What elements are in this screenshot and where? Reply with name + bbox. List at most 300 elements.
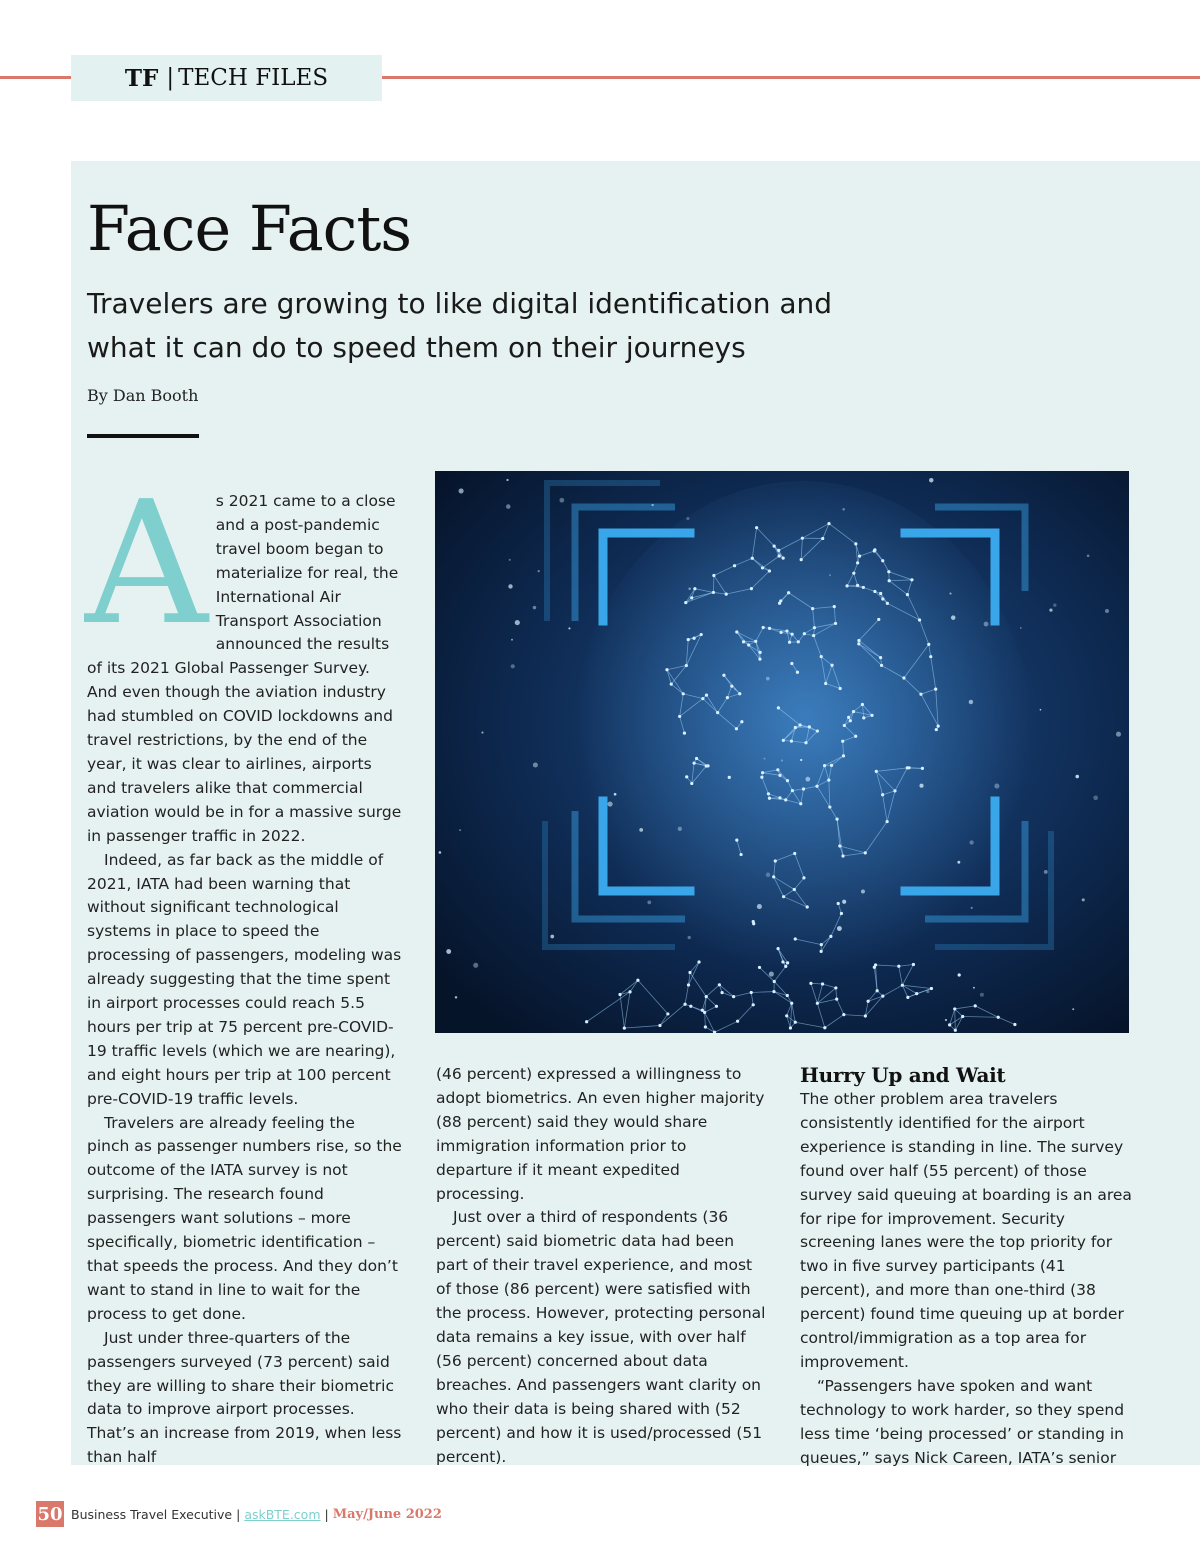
star-dot: [509, 559, 511, 561]
mesh-node: [758, 966, 761, 969]
column-2: [436, 1063, 766, 1469]
mesh-node: [793, 888, 796, 891]
star-dot: [1049, 608, 1052, 611]
mesh-node: [697, 960, 700, 963]
mesh-node: [682, 692, 685, 695]
mesh-node: [803, 632, 806, 635]
mesh-node: [827, 778, 830, 781]
mesh-node: [782, 556, 785, 559]
page-number: 50: [36, 1501, 64, 1527]
mesh-node: [705, 995, 708, 998]
mesh-node: [935, 728, 938, 731]
mesh-node: [881, 995, 884, 998]
mesh-node: [758, 658, 761, 661]
mesh-node: [762, 626, 765, 629]
star-dot: [842, 900, 846, 904]
star-dot: [455, 996, 457, 998]
column-1: [85, 465, 402, 1470]
mesh-node: [927, 643, 930, 646]
star-dot: [568, 627, 570, 629]
star-dot: [842, 508, 845, 511]
mesh-node: [912, 963, 915, 966]
mesh-node: [842, 1013, 845, 1016]
mesh-node: [876, 989, 879, 992]
mesh-node: [823, 1026, 826, 1029]
mesh-node: [861, 703, 864, 706]
mesh-node: [961, 1015, 964, 1018]
mesh-node: [788, 641, 791, 644]
mesh-line: [744, 641, 756, 642]
mesh-node: [823, 764, 826, 767]
byline-rule: [87, 434, 199, 438]
mesh-node: [688, 971, 691, 974]
mesh-line: [955, 1009, 956, 1030]
star-dot: [1053, 603, 1056, 606]
star-dot: [769, 971, 774, 976]
mesh-node: [1013, 1023, 1016, 1026]
mesh-node: [919, 693, 922, 696]
mesh-node: [733, 564, 736, 567]
star-dot: [766, 677, 770, 681]
mesh-node: [816, 1002, 819, 1005]
star-dot: [688, 587, 690, 589]
mesh-node: [796, 671, 799, 674]
mesh-node: [921, 767, 924, 770]
mesh-node: [840, 912, 843, 915]
star-dot: [1105, 609, 1109, 613]
mesh-node: [857, 639, 860, 642]
star-dot: [919, 784, 923, 788]
section-tag: [71, 55, 382, 101]
star-dot: [639, 828, 643, 832]
mesh-node: [867, 1000, 870, 1003]
mesh-node: [716, 711, 719, 714]
star-dot: [459, 829, 461, 831]
mesh-node: [618, 993, 621, 996]
mesh-node: [886, 602, 889, 605]
star-dot: [614, 793, 617, 796]
mesh-node: [820, 655, 823, 658]
mesh-node: [735, 727, 738, 730]
mesh-node: [778, 774, 781, 777]
star-dot: [949, 592, 951, 594]
mesh-node: [808, 725, 811, 728]
mesh-node: [902, 676, 905, 679]
mesh-node: [910, 578, 913, 581]
mesh-node: [809, 982, 812, 985]
mesh-node: [704, 1025, 707, 1028]
mesh-node: [906, 593, 909, 596]
mesh-node: [720, 991, 723, 994]
star-dot: [757, 904, 762, 909]
mesh-node: [693, 587, 696, 590]
section-heading: Hurry Up and Wait: [800, 1063, 1006, 1087]
mesh-node: [740, 720, 743, 723]
star-dot: [929, 478, 933, 482]
mesh-node: [794, 726, 797, 729]
mesh-node: [791, 789, 794, 792]
mesh-node: [837, 902, 840, 905]
mesh-node: [852, 572, 855, 575]
mesh-node: [794, 937, 797, 940]
mesh-node: [755, 526, 758, 529]
website-link[interactable]: askBTE.com: [244, 1506, 321, 1522]
mesh-node: [879, 592, 882, 595]
mesh-node: [735, 838, 738, 841]
star-dot: [994, 784, 999, 789]
mesh-node: [789, 1026, 792, 1029]
mesh-node: [772, 875, 775, 878]
mesh-node: [816, 729, 819, 732]
mesh-node: [887, 570, 890, 573]
mesh-node: [761, 566, 764, 569]
mesh-node: [862, 586, 865, 589]
mesh-node: [841, 854, 844, 857]
mesh-node: [768, 797, 771, 800]
star-dot: [1093, 795, 1098, 800]
mesh-node: [974, 1004, 977, 1007]
mesh-node: [843, 724, 846, 727]
paragraph: Just under three-quarters of the passengers surveyed (73 percent) said they are willing to share their biometric data to improve airport processes. That’s an increase from 2019, when less than half: [87, 1328, 402, 1467]
mesh-node: [953, 1007, 956, 1010]
star-dot: [1087, 554, 1090, 557]
mesh-node: [678, 715, 681, 718]
publication-name: Business Travel Executive: [71, 1506, 233, 1522]
mesh-node: [864, 851, 867, 854]
mesh-node: [880, 664, 883, 667]
mesh-node: [791, 633, 794, 636]
mesh-node: [725, 593, 728, 596]
mesh-node: [794, 1021, 797, 1024]
mesh-node: [728, 776, 731, 779]
mesh-node: [915, 992, 918, 995]
mesh-node: [687, 983, 690, 986]
mesh-node: [782, 739, 785, 742]
star-dot: [473, 963, 478, 968]
mesh-node: [829, 935, 832, 938]
star-dot: [538, 570, 540, 572]
star-dot: [1116, 732, 1121, 737]
section-tag-separator: |: [166, 65, 175, 91]
mesh-node: [862, 716, 865, 719]
header-rule-left: [0, 76, 71, 79]
star-dot: [984, 622, 989, 627]
mesh-node: [835, 818, 838, 821]
mesh-node: [849, 719, 852, 722]
mesh-node: [665, 668, 668, 671]
face-scan-image: [435, 471, 1129, 1033]
mesh-node: [937, 725, 940, 728]
mesh-node: [857, 642, 860, 645]
mesh-node: [806, 905, 809, 908]
star-dot: [687, 936, 690, 939]
mesh-node: [685, 775, 688, 778]
mesh-node: [873, 966, 876, 969]
mesh-node: [739, 853, 742, 856]
star-dot: [1044, 870, 1048, 874]
mesh-node: [735, 630, 738, 633]
mesh-node: [701, 697, 704, 700]
mesh-node: [690, 596, 693, 599]
mesh-node: [856, 561, 859, 564]
mesh-node: [785, 629, 788, 632]
mesh-node: [820, 943, 823, 946]
mesh-node: [754, 640, 757, 643]
star-dot: [550, 935, 554, 939]
mesh-node: [875, 770, 878, 773]
mesh-node: [751, 557, 754, 560]
mesh-node: [827, 522, 830, 525]
mesh-node: [834, 622, 837, 625]
mesh-node: [768, 627, 771, 630]
paragraph: “Passengers have spoken and want technology to work harder, so they spend less time ‘being processed’ or standing in queues,” says Nick Careen, IATA’s senior: [800, 1376, 1125, 1467]
mesh-node: [666, 1012, 669, 1015]
mesh-node: [881, 597, 884, 600]
mesh-node: [834, 986, 837, 989]
mesh-node: [929, 655, 932, 658]
mesh-node: [815, 785, 818, 788]
mesh-node: [768, 569, 771, 572]
mesh-node: [907, 766, 910, 769]
star-dot: [781, 760, 783, 762]
mesh-node: [684, 601, 687, 604]
mesh-node: [722, 674, 725, 677]
mesh-node: [772, 990, 775, 993]
mesh-node: [718, 983, 721, 986]
mesh-node: [790, 740, 793, 743]
mesh-node: [812, 634, 815, 637]
star-dot: [1072, 1008, 1074, 1010]
star-dot: [678, 827, 682, 831]
paragraph: Indeed, as far back as the middle of 2021, IATA had been warning that without significant technological systems in place to speed the processing of passengers, modeling was already suggesting that the time spent in airport processes could reach 5.5 hours per trip at 75 percent pre-COVID-19 traffic levels (which we are nearing), and eight hours per trip at 100 percent pre-COVID-19 traffic levels.: [87, 850, 402, 1108]
mesh-node: [845, 584, 848, 587]
star-dot: [926, 990, 929, 993]
mesh-node: [854, 735, 857, 738]
star-dot: [1075, 775, 1079, 779]
mesh-node: [839, 687, 842, 690]
mesh-node: [873, 548, 876, 551]
mesh-node: [948, 1023, 951, 1026]
mesh-node: [761, 771, 764, 774]
star-dot: [647, 900, 651, 904]
mesh-node: [670, 683, 673, 686]
mesh-node: [802, 787, 805, 790]
mesh-node: [813, 626, 816, 629]
face-scan-illustration: [435, 471, 1129, 1033]
mesh-node: [726, 696, 729, 699]
star-dot: [459, 488, 464, 493]
paragraph: Just over a third of respondents (36 percent) said biometric data had been part of their travel experience, and most of those (86 percent) were satisfied with the process. However, protecting personal data remains a key issue, with over half (56 percent) concerned about data breaches. And passengers want clarity on who their data is being shared with (52 percent) and how it is used/processed (51 percent).: [436, 1208, 766, 1466]
article-title: Face Facts: [87, 192, 412, 265]
mesh-node: [830, 664, 833, 667]
mesh-node: [752, 1003, 755, 1006]
mesh-node: [802, 876, 805, 879]
mesh-node: [776, 768, 779, 771]
mesh-node: [732, 995, 735, 998]
mesh-node: [738, 692, 741, 695]
mesh-node: [798, 723, 801, 726]
mesh-node: [689, 1005, 692, 1008]
mesh-node: [897, 965, 900, 968]
mesh-node: [879, 656, 882, 659]
star-dot: [533, 762, 538, 767]
mesh-node: [784, 798, 787, 801]
article-subtitle: Travelers are growing to like digital identification and what it can do to speed them on their journeys: [87, 287, 833, 364]
star-dot: [971, 907, 973, 909]
star-dot: [508, 584, 512, 588]
mesh-node: [774, 859, 777, 862]
mesh-node: [750, 587, 753, 590]
mesh-node: [585, 1020, 588, 1023]
mesh-node: [838, 844, 841, 847]
mesh-node: [693, 761, 696, 764]
mesh-node: [841, 740, 844, 743]
mesh-node: [888, 579, 891, 582]
page-footer: [36, 1500, 442, 1528]
paragraph: Travelers are already feeling the pinch as passenger numbers rise, so the outcome of the IATA survey is not surprising. The research found passengers want solutions – more specifically, biometric identification – that speeds the process. And they don’t want to stand in line to wait for the process to get done.: [87, 1113, 402, 1323]
mesh-node: [683, 1003, 686, 1006]
mesh-node: [954, 1029, 957, 1032]
mesh-node: [628, 990, 631, 993]
mesh-node: [804, 741, 807, 744]
star-dot: [945, 1019, 947, 1021]
mesh-node: [786, 961, 789, 964]
mesh-node: [683, 732, 686, 735]
mesh-node: [830, 764, 833, 767]
mesh-node: [786, 994, 789, 997]
mesh-node: [736, 1020, 739, 1023]
star-dot: [446, 949, 451, 954]
mesh-node: [712, 591, 715, 594]
mesh-node: [821, 982, 824, 985]
mesh-node: [773, 980, 776, 983]
mesh-node: [700, 633, 703, 636]
star-dot: [1082, 898, 1085, 901]
star-dot: [861, 890, 865, 894]
column-3: [800, 1063, 1132, 1471]
mesh-node: [712, 574, 715, 577]
mesh-node: [781, 960, 784, 963]
mesh-node: [777, 706, 780, 709]
mesh-node: [828, 805, 831, 808]
star-dot: [800, 759, 802, 761]
mesh-node: [934, 687, 937, 690]
paragraph: s 2021 came to a close and a post-pandemic travel boom began to materialize for real, the International Air Transport Association announced the results of its 2021 Global Passenger Survey. And even though the aviation industry had stumbled on COVID lockdowns and travel restrictions, by the end of the year, it was clear to airlines, airports and travelers alike that commercial aviation would be in for a massive surge in passenger traffic in 2022.: [87, 492, 402, 845]
mesh-node: [893, 789, 896, 792]
paragraph: (46 percent) expressed a willingness to adopt biometrics. An even higher majority (88 percent) said they would share immigration information prior to departure if it meant expedited processing.: [436, 1065, 765, 1203]
mesh-node: [742, 640, 745, 643]
mesh-node: [690, 782, 693, 785]
star-dot: [511, 664, 515, 668]
star-dot: [957, 861, 960, 864]
section-tag-abbr: TF: [124, 64, 159, 92]
mesh-node: [958, 973, 961, 976]
mesh-node: [778, 796, 781, 799]
star-dot: [764, 758, 766, 760]
mesh-node: [747, 643, 750, 646]
mesh-node: [858, 554, 861, 557]
footer-separator: |: [324, 1506, 329, 1522]
mesh-node: [811, 607, 814, 610]
star-dot: [515, 620, 520, 625]
mesh-node: [705, 764, 708, 767]
mesh-node: [833, 605, 836, 608]
star-dot: [1040, 709, 1042, 711]
mesh-node: [778, 554, 781, 557]
star-dot: [559, 498, 564, 503]
mesh-node: [901, 984, 904, 987]
mesh-node: [692, 637, 695, 640]
mesh-node: [842, 754, 845, 757]
mesh-node: [759, 651, 762, 654]
star-dot: [766, 873, 770, 877]
mesh-node: [752, 920, 755, 923]
mesh-node: [685, 664, 688, 667]
mesh-node: [799, 802, 802, 805]
mesh-node: [906, 996, 909, 999]
mesh-node: [870, 714, 873, 717]
star-dot: [607, 802, 612, 807]
mesh-node: [797, 640, 800, 643]
issue-date: May/June 2022: [332, 1506, 442, 1522]
mesh-node: [790, 1002, 793, 1005]
mesh-node: [877, 618, 880, 621]
mesh-node: [852, 710, 855, 713]
mesh-node: [779, 631, 782, 634]
mesh-node: [687, 638, 690, 641]
mesh-node: [847, 716, 850, 719]
mesh-node: [767, 792, 770, 795]
mesh-node: [835, 998, 838, 1001]
mesh-node: [824, 682, 827, 685]
mesh-node: [636, 979, 639, 982]
mesh-node: [800, 558, 803, 561]
mesh-node: [784, 965, 787, 968]
mesh-node: [881, 793, 884, 796]
mesh-node: [773, 544, 776, 547]
mesh-node: [750, 991, 753, 994]
mesh-node: [881, 559, 884, 562]
mesh-node: [787, 591, 790, 594]
mesh-node: [776, 947, 779, 950]
star-dot: [973, 987, 975, 989]
mesh-node: [623, 1026, 626, 1029]
mesh-node: [793, 852, 796, 855]
mesh-node: [658, 1024, 661, 1027]
star-dot: [734, 688, 736, 690]
mesh-node: [786, 779, 789, 782]
mesh-node: [785, 1014, 788, 1017]
star-dot: [533, 606, 536, 609]
mesh-node: [703, 1011, 706, 1014]
mesh-node: [930, 987, 933, 990]
mesh-node: [873, 590, 876, 593]
drop-cap: A: [85, 465, 208, 663]
section-tag-label: TECH FILES: [178, 65, 329, 91]
paragraph: The other problem area travelers consistently identified for the airport experience is standing in line. The survey found over half (55 percent) of those survey said queuing at boarding is an area for ripe for improvement. Security screening lanes were the top priority for two in five survey participants (41 percent), and more than one-third (38 percent) found time queuing up at border control/immigration as a top area for improvement.: [800, 1090, 1132, 1371]
mesh-node: [777, 549, 780, 552]
mesh-node: [790, 662, 793, 665]
star-dot: [511, 639, 513, 641]
header-rule-right: [382, 76, 1200, 79]
mesh-node: [760, 776, 763, 779]
mesh-node: [821, 537, 824, 540]
mesh-node: [801, 537, 804, 540]
mesh-node: [695, 757, 698, 760]
star-dot: [439, 851, 442, 854]
star-dot: [829, 574, 831, 576]
star-dot: [969, 700, 973, 704]
